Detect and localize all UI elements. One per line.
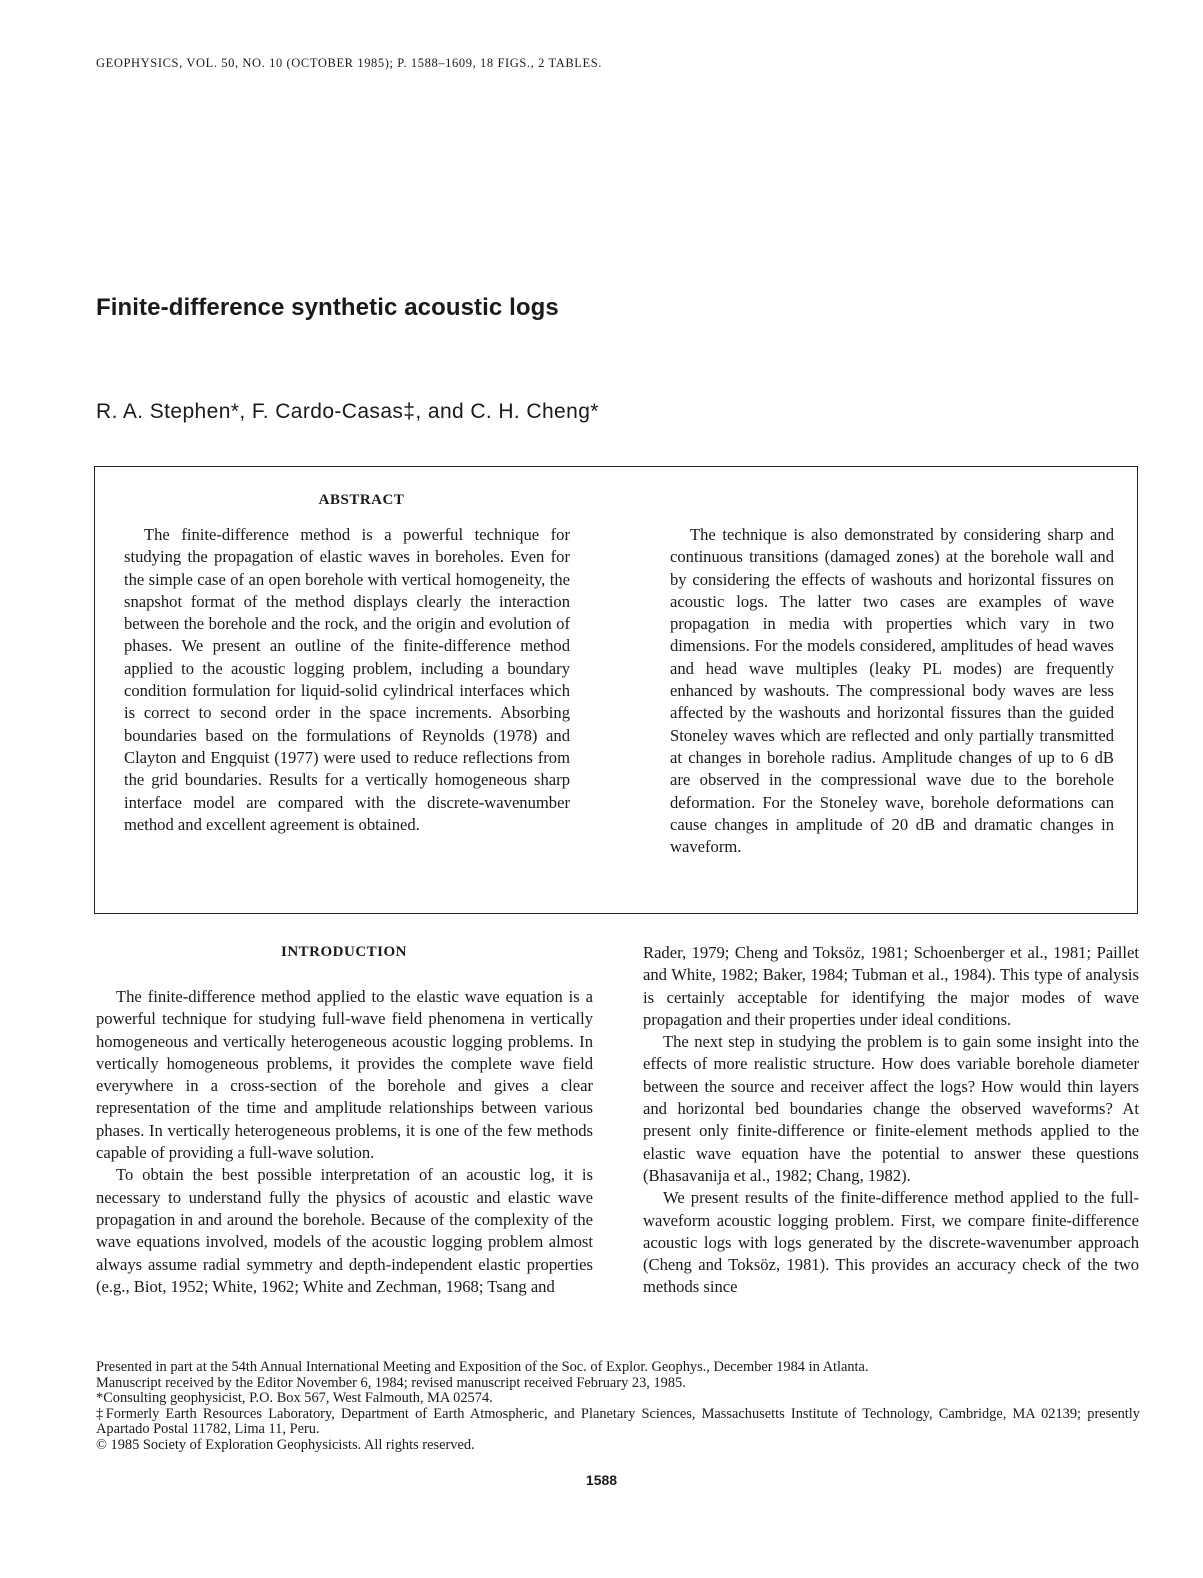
author-list: R. A. Stephen*, F. Cardo-Casas‡, and C. H. Cheng* [96,400,599,423]
abstract-left-column [124,524,570,836]
abstract-paragraph: The technique is also demonstrated by considering sharp and continuous transitions (damaged zones) at the borehole wall and by considering the effects of washouts and horizontal fissures on acoustic logs. The latter two cases are examples of wave propagation in media with properties which vary in two dimensions. For the models considered, amplitudes of head waves and head wave multiples (leaky PL modes) are frequently enhanced by washouts. The compressional body waves are less affected by the washouts and horizontal fissures than the guided Stoneley waves which are reflected and only partially transmitted at changes in borehole radius. Amplitude changes of up to 6 dB are observed in the compressional wave due to the borehole deformation. For the Stoneley wave, borehole deformations can cause changes in amplitude of 20 dB and dramatic changes in waveform. [670,525,1114,857]
abstract-heading: ABSTRACT [318,492,405,508]
journal-header: GEOPHYSICS, VOL. 50, NO. 10 (OCTOBER 1985); P. 1588–1609, 18 FIGS., 2 TABLES. [96,56,603,70]
footnote-author-1: *Consulting geophysicist, P.O. Box 567, West Falmouth, MA 02574. [96,1390,493,1406]
body-paragraph: The next step in studying the problem is to gain some insight into the effects of more realistic structure. How does variable borehole diameter between the source and receiver affect the logs? How would thin layers and horizontal bed boundaries change the observed waveforms? At present only finite-difference or finite-element methods applied to the elastic wave equation have the potential to answer these questions (Bhasavanija et al., 1982; Chang, 1982). [643,1032,1139,1185]
footnotes [96,1360,1140,1453]
paper-title: Finite-difference synthetic acoustic logs [96,294,559,321]
abstract-paragraph: The finite-difference method is a powerful technique for studying the propagation of elastic waves in boreholes. Even for the simple case of an open borehole with vertical homogeneity, the snapshot format of the method displays clearly the interaction between the borehole and the rock, and the origin and evolution of phases. We present an outline of the finite-difference method applied to the acoustic logging problem, including a boundary condition formulation for liquid-solid cylindrical interfaces which is correct to second order in the space increments. Absorbing boundaries based on the formulations of Reynolds (1978) and Clayton and Engquist (1977) were used to reduce reflections from the grid boundaries. Results for a vertically homogeneous sharp interface model are compared with the discrete-wavenumber method and excellent agreement is obtained. [124,525,570,834]
copyright-notice: © 1985 Society of Exploration Geophysicists. All rights reserved. [96,1436,475,1453]
footnote-manuscript: Manuscript received by the Editor November 6, 1984; revised manuscript received February 23, 1985. [96,1374,686,1391]
body-paragraph: To obtain the best possible interpretation of an acoustic log, it is necessary to understand fully the physics of acoustic and elastic wave propagation in and around the borehole. Because of the complexity of the wave equations involved, models of the acoustic logging problem almost always assume radial symmetry and depth-independent elastic properties (e.g., Biot, 1952; White, 1962; White and Zechman, 1968; Tsang and [96,1165,593,1296]
introduction-left-column [96,986,593,1298]
introduction-heading: INTRODUCTION [280,944,407,960]
page-number: 1588 [585,1472,618,1488]
footnote-author-2: ‡Formerly Earth Resources Laboratory, Department of Earth Atmospheric, and Planetary Sciences, Massachusetts Institute of Technology, Cambridge, MA 02139; presently Apartado Postal 11782, Lima 11, Peru. [96,1405,1140,1437]
body-paragraph: Rader, 1979; Cheng and Toksöz, 1981; Schoenberger et al., 1981; Paillet and White, 1982; Baker, 1984; Tubman et al., 1984). This type of analysis is certainly acceptable for identifying the major modes of wave propagation and their properties under ideal conditions. [643,943,1139,1029]
body-paragraph: We present results of the finite-difference method applied to the full-waveform acoustic logging problem. First, we compare finite-difference acoustic logs with logs generated by the discrete-wavenumber approach (Cheng and Toksöz, 1981). This provides an accuracy check of the two methods since [643,1188,1139,1297]
introduction-right-column [643,942,1139,1299]
abstract-right-column [670,524,1114,858]
body-paragraph: The finite-difference method applied to the elastic wave equation is a powerful technique for studying full-wave field phenomena in vertically homogeneous and vertically heterogeneous acoustic logging problems. In vertically homogeneous problems, it provides the complete wave field everywhere in a cross-section of the borehole and gives a clear representation of the time and amplitude relationships between various phases. In vertically heterogeneous problems, it is one of the few methods capable of providing a full-wave solution. [96,987,593,1163]
footnote-presented: Presented in part at the 54th Annual International Meeting and Exposition of the Soc. of Explor. Geophys., December 1984 in Atlanta. [96,1359,869,1375]
